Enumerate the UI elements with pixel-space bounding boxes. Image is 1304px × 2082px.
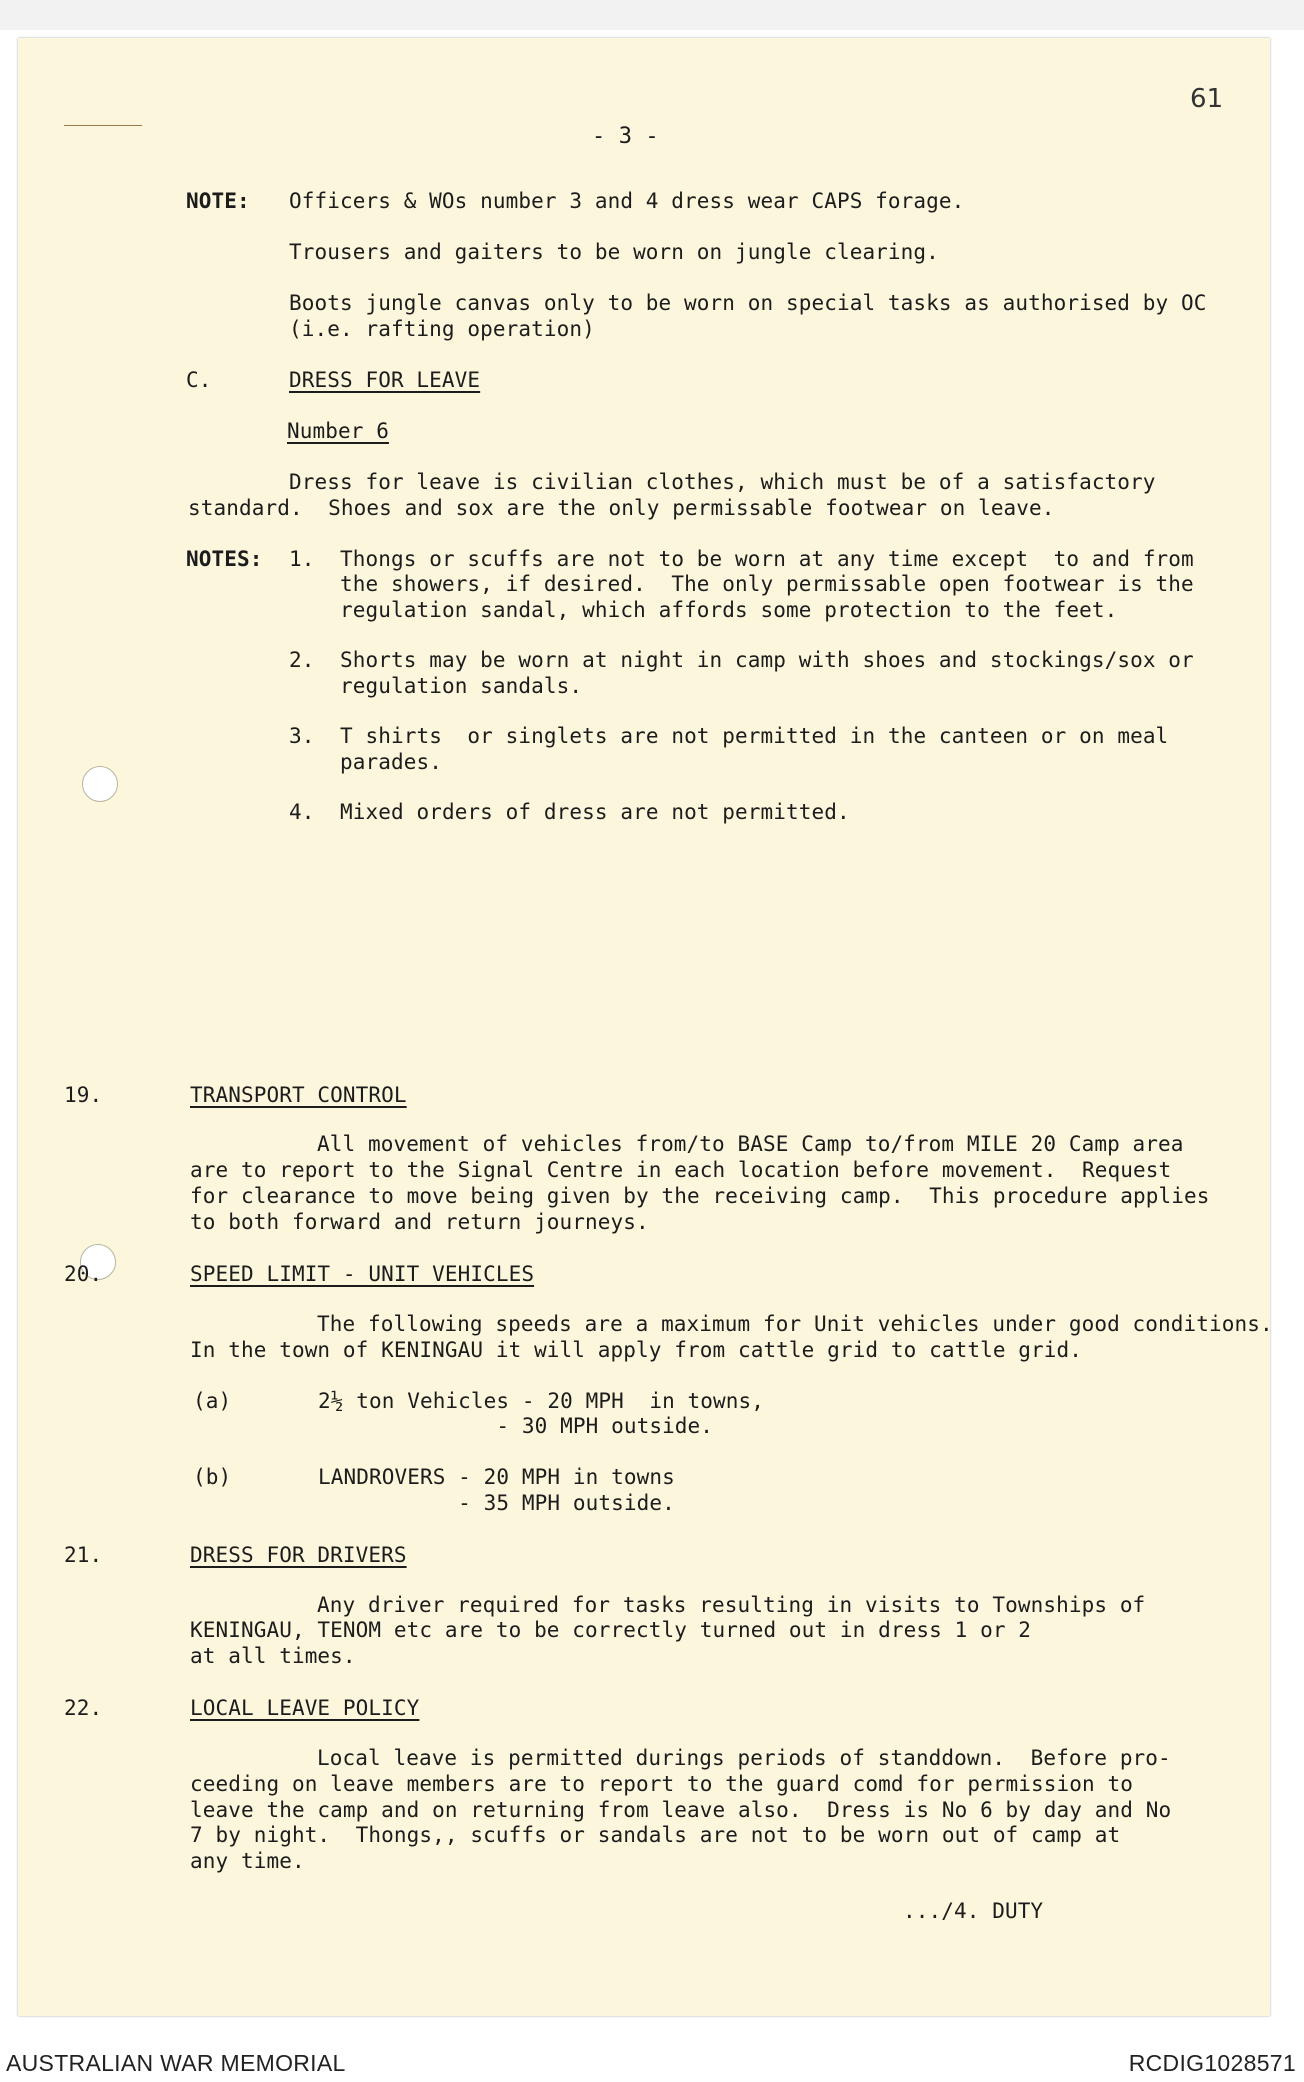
note-line: Boots jungle canvas only to be worn on special tasks as authorised by OC: [289, 291, 1207, 315]
paragraph-line: any time.: [190, 1849, 305, 1873]
handwritten-folio: 61: [1190, 84, 1224, 114]
paragraph-line: Local leave is permitted durings periods of standdown. Before pro-: [317, 1746, 1171, 1770]
paragraph-line: for clearance to move being given by the receiving camp. This procedure applies: [190, 1184, 1210, 1208]
paragraph-line: are to report to the Signal Centre in each location before movement. Request: [190, 1158, 1172, 1182]
section-heading: TRANSPORT CONTROL: [190, 1083, 407, 1107]
paragraph-line: ceeding on leave members are to report to the guard comd for permission to: [190, 1772, 1133, 1796]
note-label: NOTE:: [186, 189, 250, 213]
footer-institution: AUSTRALIAN WAR MEMORIAL: [6, 2050, 346, 2076]
paragraph-line: All movement of vehicles from/to BASE Camp to/from MILE 20 Camp area: [317, 1132, 1184, 1156]
paragraph-line: In the town of KENINGAU it will apply from cattle grid to cattle grid.: [190, 1338, 1083, 1362]
section-number: 22.: [64, 1696, 103, 1720]
section-number: 19.: [64, 1083, 103, 1107]
section-heading: SPEED LIMIT - UNIT VEHICLES: [190, 1262, 535, 1286]
section-number: 21.: [64, 1543, 103, 1567]
paragraph-line: Any driver required for tasks resulting in visits to Townships of: [317, 1593, 1146, 1617]
note-text: regulation sandals.: [340, 674, 583, 698]
paragraph-line: The following speeds are a maximum for Unit vehicles under good conditions.: [317, 1312, 1273, 1336]
note-text: Thongs or scuffs are not to be worn at any time except to and from: [340, 547, 1194, 571]
note-number: 1.: [289, 547, 315, 571]
list-text: - 30 MPH outside.: [318, 1414, 714, 1438]
pencil-mark: [64, 125, 142, 126]
paragraph-line: to both forward and return journeys.: [190, 1210, 649, 1234]
paragraph-line: standard. Shoes and sox are the only permissable footwear on leave.: [188, 496, 1055, 520]
section-number: 20.: [64, 1262, 103, 1286]
note-text: Mixed orders of dress are not permitted.: [340, 800, 850, 824]
continuation-note: .../4. DUTY: [903, 1899, 1044, 1923]
list-label: (a): [193, 1389, 232, 1413]
list-label: (b): [193, 1465, 232, 1489]
list-text: - 35 MPH outside.: [318, 1491, 675, 1515]
paragraph-line: KENINGAU, TENOM etc are to be correctly turned out in dress 1 or 2: [190, 1618, 1032, 1642]
paragraph-line: leave the camp and on returning from leave also. Dress is No 6 by day and No: [190, 1798, 1172, 1822]
section-heading: LOCAL LEAVE POLICY: [190, 1696, 420, 1720]
paragraph-line: at all times.: [190, 1644, 356, 1668]
page-number: - 3 -: [592, 124, 659, 149]
paragraph-line: 7 by night. Thongs,, scuffs or sandals are not to be worn out of camp at: [190, 1823, 1121, 1847]
footer-record-id: RCDIG1028571: [1128, 2050, 1296, 2076]
paragraph-line: Dress for leave is civilian clothes, which must be of a satisfactory: [289, 470, 1156, 494]
section-letter: C.: [186, 368, 212, 392]
section-heading: DRESS FOR DRIVERS: [190, 1543, 407, 1567]
top-strip: [0, 0, 1304, 30]
note-line: Officers & WOs number 3 and 4 dress wear CAPS forage.: [289, 189, 965, 213]
list-text: 2½ ton Vehicles - 20 MPH in towns,: [318, 1389, 765, 1413]
note-text: parades.: [340, 750, 442, 774]
note-line: Trousers and gaiters to be worn on jungle clearing.: [289, 240, 939, 264]
note-number: 3.: [289, 724, 315, 748]
punch-hole-top: [82, 766, 118, 802]
note-text: the showers, if desired. The only permissable open footwear is the: [340, 572, 1194, 596]
note-text: Shorts may be worn at night in camp with shoes and stockings/sox or: [340, 648, 1194, 672]
list-text: LANDROVERS - 20 MPH in towns: [318, 1465, 675, 1489]
note-line: (i.e. rafting operation): [289, 317, 595, 341]
note-text: regulation sandal, which affords some protection to the feet.: [340, 598, 1118, 622]
section-subheading: Number 6: [287, 419, 389, 443]
note-number: 4.: [289, 800, 315, 824]
section-heading: DRESS FOR LEAVE: [289, 368, 481, 392]
note-text: T shirts or singlets are not permitted in the canteen or on meal: [340, 724, 1169, 748]
notes-label: NOTES:: [186, 547, 263, 571]
note-number: 2.: [289, 648, 315, 672]
